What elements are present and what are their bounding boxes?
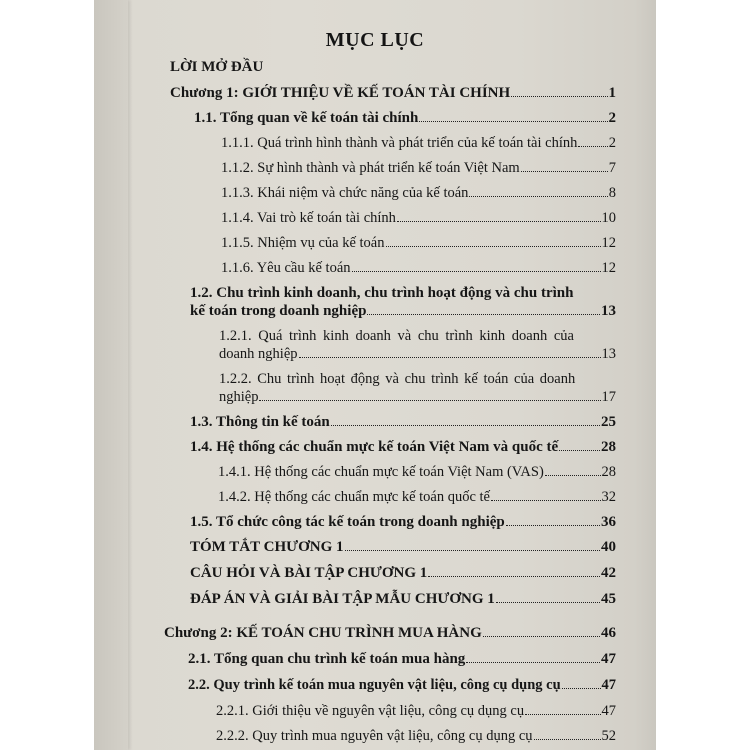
- toc-label: 1.1.3. Khái niệm và chức năng của kế toán: [221, 185, 469, 201]
- toc-entry-questions-ch1[interactable]: [190, 565, 616, 582]
- toc-page-number: 12: [601, 235, 616, 251]
- toc-preface: [170, 59, 263, 76]
- dot-leader: [483, 636, 600, 637]
- dot-leader: [367, 314, 600, 315]
- toc-page-number: 47: [601, 677, 616, 693]
- dot-leader: [352, 271, 601, 272]
- toc-page-number: 1: [608, 85, 616, 101]
- toc-label: doanh nghiệp: [219, 346, 298, 362]
- dot-leader: [562, 688, 601, 689]
- dot-leader: [534, 739, 601, 740]
- toc-label: 1.1.4. Vai trò kế toán tài chính: [221, 210, 396, 226]
- toc-entry-1-2-1[interactable]: [219, 346, 616, 363]
- toc-entry-1-4-2[interactable]: [218, 489, 616, 506]
- toc-label: 2.2. Quy trình kế toán mua nguyên vật liệu, công cụ dụng cụ: [188, 677, 561, 693]
- toc-entry-chapter-2[interactable]: [164, 625, 616, 642]
- dot-leader: [259, 400, 600, 401]
- toc-entry-2-1[interactable]: [188, 651, 616, 668]
- toc-entry-1-4[interactable]: [190, 439, 616, 456]
- toc-page-number: 52: [601, 728, 616, 744]
- toc-label: 1.3. Thông tin kế toán: [190, 414, 330, 430]
- toc-entry-1-5[interactable]: [190, 514, 616, 531]
- book-page: [94, 0, 656, 750]
- dot-leader: [559, 450, 600, 451]
- dot-leader: [331, 425, 600, 426]
- toc-page-number: 42: [601, 565, 616, 581]
- toc-page-number: 46: [601, 625, 616, 641]
- toc-page-number: 36: [601, 514, 616, 530]
- toc-label: Chương 2: KẾ TOÁN CHU TRÌNH MUA HÀNG: [164, 625, 482, 641]
- toc-entry-1-2-2[interactable]: [219, 389, 616, 406]
- dot-leader: [491, 500, 601, 501]
- toc-entry-1-1-1[interactable]: [221, 135, 616, 152]
- dot-leader: [521, 171, 608, 172]
- toc-page-number: 12: [601, 260, 616, 276]
- dot-leader: [506, 525, 600, 526]
- dot-leader: [525, 714, 600, 715]
- dot-leader: [469, 196, 607, 197]
- dot-leader: [428, 576, 600, 577]
- toc-entry-1-2-line1[interactable]: 1.2. Chu trình kinh doanh, chu trình hoạt động và chu trình: [190, 285, 574, 301]
- toc-page-number: 28: [601, 439, 616, 455]
- toc-page-number: 32: [601, 489, 616, 505]
- toc-label: TÓM TẮT CHƯƠNG 1: [190, 539, 344, 555]
- toc-label: 1.4.1. Hệ thống các chuẩn mực kế toán Việt Nam (VAS): [218, 464, 544, 480]
- toc-entry-1-1-6[interactable]: [221, 260, 616, 277]
- toc-page-number: 7: [608, 160, 616, 176]
- toc-page-number: 13: [601, 303, 616, 319]
- toc-entry-1-1-2[interactable]: [221, 160, 616, 177]
- dot-leader: [545, 475, 601, 476]
- toc-page-number: 10: [601, 210, 616, 226]
- dot-leader: [511, 96, 607, 97]
- toc-entry-1-3[interactable]: [190, 414, 616, 431]
- toc-entry-answers-ch1[interactable]: [190, 591, 616, 608]
- toc-label: 1.4. Hệ thống các chuẩn mực kế toán Việt Nam và quốc tế: [190, 439, 559, 455]
- toc-label: 1.1. Tổng quan về kế toán tài chính: [194, 110, 419, 126]
- toc-label: LỜI MỞ ĐẦU: [170, 59, 264, 75]
- toc-entry-1-1-3[interactable]: [221, 185, 616, 202]
- dot-leader: [496, 602, 600, 603]
- toc-entry-1-4-1[interactable]: [218, 464, 616, 481]
- toc-page-number: 45: [601, 591, 616, 607]
- toc-label: 1.1.2. Sự hình thành và phát triển kế toán Việt Nam: [221, 160, 520, 176]
- toc-label: kế toán trong doanh nghiệp: [190, 303, 367, 319]
- toc-page-number: 13: [601, 346, 616, 362]
- toc-entry-1-1-4[interactable]: [221, 210, 616, 227]
- toc-label: Chương 1: GIỚI THIỆU VỀ KẾ TOÁN TÀI CHÍNH: [170, 85, 511, 101]
- toc-label: 1.5. Tổ chức công tác kế toán trong doanh nghiệp: [190, 514, 505, 530]
- toc-page-number: 17: [601, 389, 616, 405]
- page-title: MỤC LỤC: [325, 29, 425, 51]
- toc-label: 1.4.2. Hệ thống các chuẩn mực kế toán quốc tế: [218, 489, 490, 505]
- toc-entry-1-2[interactable]: [190, 303, 616, 320]
- toc-label: 1.1.1. Quá trình hình thành và phát triển của kế toán tài chính: [221, 135, 578, 151]
- dot-leader: [345, 550, 601, 551]
- dot-leader: [386, 246, 601, 247]
- toc-page-number: 28: [601, 464, 616, 480]
- toc-entry-1-2-1-line1[interactable]: 1.2.1. Quá trình kinh doanh và chu trình kinh doanh của: [219, 328, 574, 344]
- toc-label: CÂU HỎI VÀ BÀI TẬP CHƯƠNG 1: [190, 565, 428, 581]
- toc-entry-2-2-2[interactable]: [216, 728, 616, 745]
- toc-entry-1-2-2-line1[interactable]: 1.2.2. Chu trình hoạt động và chu trình kế toán của doanh: [219, 371, 576, 387]
- toc-page-number: 40: [601, 539, 616, 555]
- dot-leader: [419, 121, 607, 122]
- toc-entry-1-1[interactable]: [194, 110, 616, 127]
- toc-page-number: 47: [601, 651, 616, 667]
- toc-entry-chapter-1[interactable]: [170, 85, 616, 102]
- toc-label: 2.2.1. Giới thiệu về nguyên vật liệu, công cụ dụng cụ: [216, 703, 525, 719]
- dot-leader: [299, 357, 601, 358]
- toc-page-number: 2: [608, 110, 616, 126]
- dot-leader: [578, 146, 607, 147]
- toc-page-number: 47: [601, 703, 616, 719]
- toc-label: ĐÁP ÁN VÀ GIẢI BÀI TẬP MẪU CHƯƠNG 1: [190, 591, 495, 607]
- toc-label: 1.1.5. Nhiệm vụ của kế toán: [221, 235, 385, 251]
- toc-label: 1.1.6. Yêu cầu kế toán: [221, 260, 351, 276]
- dot-leader: [397, 221, 601, 222]
- toc-page-number: 2: [608, 135, 616, 151]
- toc-label: 2.1. Tổng quan chu trình kế toán mua hàng: [188, 651, 466, 667]
- toc-label: nghiệp: [219, 389, 259, 405]
- toc-entry-summary-ch1[interactable]: [190, 539, 616, 556]
- toc-label: 2.2.2. Quy trình mua nguyên vật liệu, công cụ dụng cụ: [216, 728, 533, 744]
- toc-page-number: 8: [608, 185, 616, 201]
- toc-entry-2-2[interactable]: [188, 677, 616, 694]
- toc-entry-2-2-1[interactable]: [216, 703, 616, 720]
- toc-entry-1-1-5[interactable]: [221, 235, 616, 252]
- toc-page-number: 25: [601, 414, 616, 430]
- dot-leader: [466, 662, 600, 663]
